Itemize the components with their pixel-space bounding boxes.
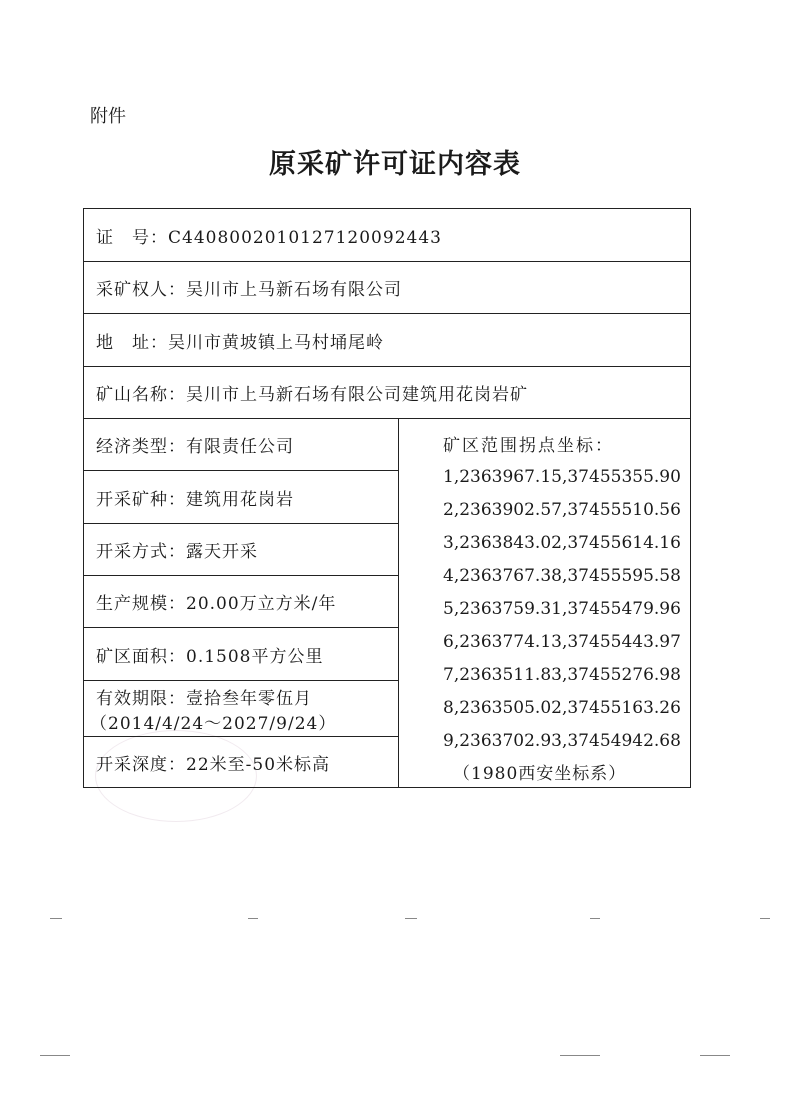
validity-cell bbox=[84, 681, 398, 737]
mine-area-cell: 矿区面积：0.1508平方公里 bbox=[84, 628, 398, 681]
scan-mark bbox=[590, 918, 600, 919]
coordinate-point: 8,2363505.02,37455163.26 bbox=[443, 698, 681, 718]
economic-type-cell: 经济类型：有限责任公司 bbox=[84, 419, 398, 471]
coordinate-point: 5,2363759.31,37455479.96 bbox=[443, 599, 681, 619]
coordinate-point: 6,2363774.13,37455443.97 bbox=[443, 632, 681, 652]
coordinate-list bbox=[443, 461, 690, 758]
mineral-type-cell: 开采矿种：建筑用花岗岩 bbox=[84, 471, 398, 524]
mining-depth-cell: 开采深度：22米至-50米标高 bbox=[96, 754, 331, 775]
scan-mark bbox=[405, 918, 417, 919]
holder-row: 采矿权人：吴川市上马新石场有限公司 bbox=[84, 262, 690, 314]
coordinate-point: 3,2363843.02,37455614.16 bbox=[443, 533, 681, 553]
mining-method-cell: 开采方式：露天开采 bbox=[84, 524, 398, 576]
validity-dates: （2014/4/24～2027/9/24） bbox=[90, 713, 337, 734]
coordinate-point: 1,2363967.15,37455355.90 bbox=[443, 467, 681, 487]
scan-mark bbox=[700, 1055, 730, 1056]
scan-mark bbox=[760, 918, 770, 919]
validity-period: 有效期限：壹拾叁年零伍月 bbox=[96, 688, 312, 709]
coordinate-system: （1980西安坐标系） bbox=[453, 764, 627, 784]
coordinates-cell bbox=[398, 419, 690, 787]
mine-name-row: 矿山名称：吴川市上马新石场有限公司建筑用花岗岩矿 bbox=[84, 367, 690, 419]
scan-mark bbox=[50, 918, 62, 919]
address-row: 地 址：吴川市黄坡镇上马村埇尾岭 bbox=[84, 314, 690, 367]
attachment-label: 附件 bbox=[90, 106, 126, 127]
license-number-row: 证 号：C4408002010127120092443 bbox=[84, 209, 690, 262]
coordinates-header: 矿区范围拐点坐标： bbox=[443, 436, 614, 456]
scan-mark bbox=[560, 1055, 600, 1056]
license-table bbox=[83, 208, 691, 788]
coordinate-point: 7,2363511.83,37455276.98 bbox=[443, 665, 681, 685]
coordinate-point: 9,2363702.93,37454942.68 bbox=[443, 731, 681, 751]
scan-mark bbox=[248, 918, 258, 919]
coordinate-point: 4,2363767.38,37455595.58 bbox=[443, 566, 681, 586]
coordinate-point: 2,2363902.57,37455510.56 bbox=[443, 500, 681, 520]
scan-mark bbox=[40, 1055, 70, 1056]
document-title: 原采矿许可证内容表 bbox=[269, 149, 521, 180]
production-scale-cell: 生产规模：20.00万立方米/年 bbox=[84, 576, 398, 628]
